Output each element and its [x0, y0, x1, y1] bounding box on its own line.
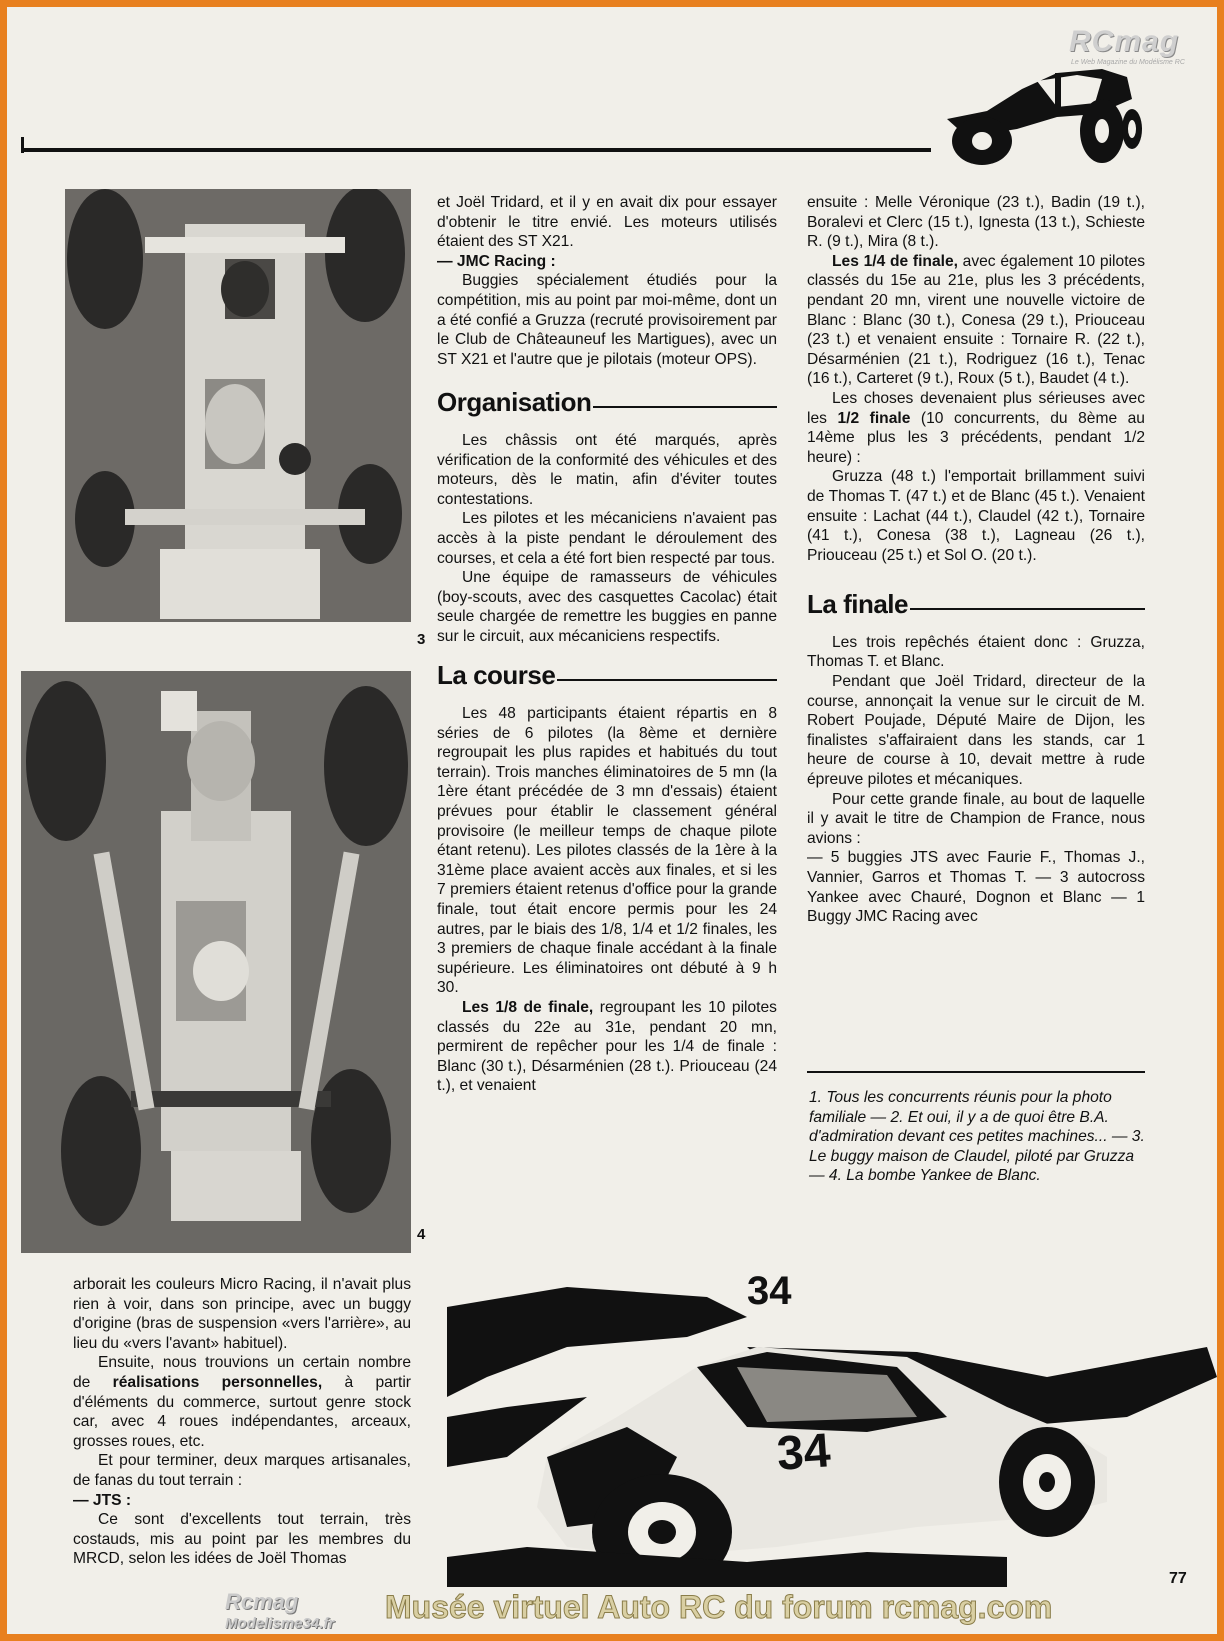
paragraph: Et pour terminer, deux marques artisanales, de fanas du tout terrain : [73, 1452, 411, 1489]
figure-number-4: 4 [417, 1226, 426, 1243]
buggy-header-illustration [927, 59, 1147, 171]
section-heading-la-finale: La finale [807, 595, 1145, 615]
car-number-side: 34 [775, 1424, 833, 1481]
paragraph: — 5 buggies JTS avec Faurie F., Thomas J., Vannier, Garros et Thomas T. — 3 autocross Yankee avec Chauré, Dognon et Blanc — 1 Buggy JMC Racing avec [807, 849, 1145, 926]
photo-car-34 [447, 1257, 1217, 1587]
watermark-rcmag: Rcmag [225, 1589, 299, 1614]
car-number-top: 34 [747, 1269, 792, 1313]
paragraph: Ce sont d'excellents tout terrain, très costauds, mis au point par les membres du MRCD, selon les idées de Joël Thomas [73, 1511, 411, 1568]
watermark-modelisme34: Modelisme34.fr [225, 1615, 335, 1632]
paragraph: ensuite : Melle Véronique (23 t.), Badin (19 t.), Boralevi et Clerc (15 t.), Ignesta (13 t.), Schieste R. (9 t.), Mira (8 t.). [807, 194, 1145, 251]
paragraph: Les 1/8 de finale, regroupant les 10 pilotes classés du 22e au 31e, pendant 20 mn, permirent de repêcher pour les 1/4 de finale : Blanc (30 t.), Désarménien (28 t.). Priouceau (24 t.), et venaient [437, 998, 777, 1095]
rcmag-logo[interactable]: RCmag [1069, 25, 1180, 58]
caption-rule [807, 1071, 1145, 1073]
paragraph: arborait les couleurs Micro Racing, il n'avait plus rien à voir, dans son principe, avec un buggy d'origine (bras de suspension «vers l'arrière», au lieu du «vers l'avant» habituel). [73, 1276, 411, 1352]
paragraph: Les 1/4 de finale, avec également 10 pilotes classés du 15e au 21e, plus les 3 précédents, pendant 20 mn, virent une nouvelle victoire de Blanc : Blanc (30 t.), Conesa (29 t.), Priouceau (23 t.) et venaient ensuite : Tornaire R. (22 t.), Désarménien (21 t.), Rodriguez (16 t.), Tenac (16 t.), Carteret (9 t.), Roux (5 t.), Baudet (4 t.). [807, 252, 1145, 388]
paragraph: Une équipe de ramasseurs de véhicules (boy-scouts, avec des casquettes Cacolac) était seule chargée de remettre les buggies en panne sur le circuit, aux mécaniciens respectifs. [437, 569, 777, 645]
article-column-middle [437, 193, 777, 1096]
subheading-jmc-racing: — JMC Racing : [437, 252, 556, 270]
paragraph: Pendant que Joël Tridard, directeur de la course, annonçait la venue sur le circuit de M. Robert Poujade, Député Maire de Dijon, les finalistes s'affairaient dans les stands, car 1 heure de course à 10, devait mettre à rude épreuve pilotes et mécaniques. [807, 673, 1145, 789]
section-heading-la-course: La course [437, 666, 777, 686]
paragraph: Buggies spécialement étudiés pour la compétition, mis au point par moi-même, dont un a été confié a Gruzza (recruté provisoirement par le Club de Châteauneuf les Martigues), avec un ST X21 et l'autre que je pilotais (moteur OPS). [437, 272, 777, 368]
paragraph: Les châssis ont été marqués, après vérification de la conformité des véhicules et des moteurs, dès le matin, afin d'éviter toutes contestations. [437, 431, 777, 508]
photo-buggy-claudel [65, 189, 411, 622]
paragraph: Pour cette grande finale, au bout de laquelle il y avait le titre de Champion de France, nous avions : [807, 790, 1145, 847]
rcmag-logo-subtitle: Le Web Magazine du Modélisme RC [1071, 59, 1185, 66]
photo-yankee-blanc [21, 671, 411, 1253]
article-column-bottom-left [73, 1275, 411, 1569]
paragraph: Ensuite, nous trouvions un certain nombre de réalisations personnelles, à partir d'éléments du commerce, surtout genre stock car, avec 4 roues indépendantes, arceaux, grosses roues, etc. [73, 1354, 411, 1450]
paragraph: et Joël Tridard, et il y en avait dix pour essayer d'obtenir le titre envié. Les moteurs utilisés étaient des ST X21. [437, 194, 777, 251]
page-number: 77 [1169, 1570, 1187, 1587]
photo-caption: 1. Tous les concurrents réunis pour la photo familiale — 2. Et oui, il y a de quoi être B.A. d'admiration devant ces petites machines... — 3. Le buggy maison de Claudel, piloté par Gruzza — 4. La bombe Yankee de Blanc. [809, 1089, 1145, 1185]
paragraph: Les 48 participants étaient répartis en 8 séries de 6 pilotes (la 8ème et dernière regroupait les plus rapides et habitués du tout terrain). Trois manches éliminatoires de 5 mn (la 1ère étant précédée de 3 mn d'essais) étaient prévues pour établir le classement général provisoire (le meilleur temps de chaque pilote étant retenu). Les pilotes classés de la 1ère à la 31ème place avaient accès aux finales, et si les 7 premiers étaient retenus d'office pour la grande finale, tout était encore permis pour les 24 autres, par le biais des 1/8, 1/4 et 1/2 finales, les 3 premiers de chaque finale accédant à la finale supérieure. Les éliminatoires ont débuté à 9 h 30. [437, 705, 777, 997]
article-column-right [807, 193, 1145, 927]
header-rule [21, 148, 931, 152]
paragraph: Gruzza (48 t.) l'emportait brillamment suivi de Thomas T. (47 t.) et de Blanc (45 t.). Venaient ensuite : Lachat (44 t.), Claudel (42 t.), Tornaire (41 t.), Conesa (38 t.), Lagneau (26 t.), Priouceau (25 t.) et Sol O. (20 t.). [807, 468, 1145, 564]
footer-museum-banner[interactable]: Musée virtuel Auto RC du forum rcmag.com [385, 1589, 1053, 1625]
section-heading-organisation: Organisation [437, 393, 777, 413]
figure-number-3: 3 [417, 631, 426, 648]
paragraph: Les choses devenaient plus sérieuses avec les 1/2 finale (10 concurrents, du 8ème au 14ème plus les 3 précédents, pendant 1/2 heure) : [807, 389, 1145, 466]
paragraph: Les pilotes et les mécaniciens n'avaient pas accès à la piste pendant le déroulement des courses, et cela a été fort bien respecté par tous. [437, 510, 777, 567]
paragraph: Les trois repêchés étaient donc : Gruzza, Thomas T. et Blanc. [807, 633, 1145, 671]
subheading-jts: — JTS : [73, 1491, 132, 1509]
